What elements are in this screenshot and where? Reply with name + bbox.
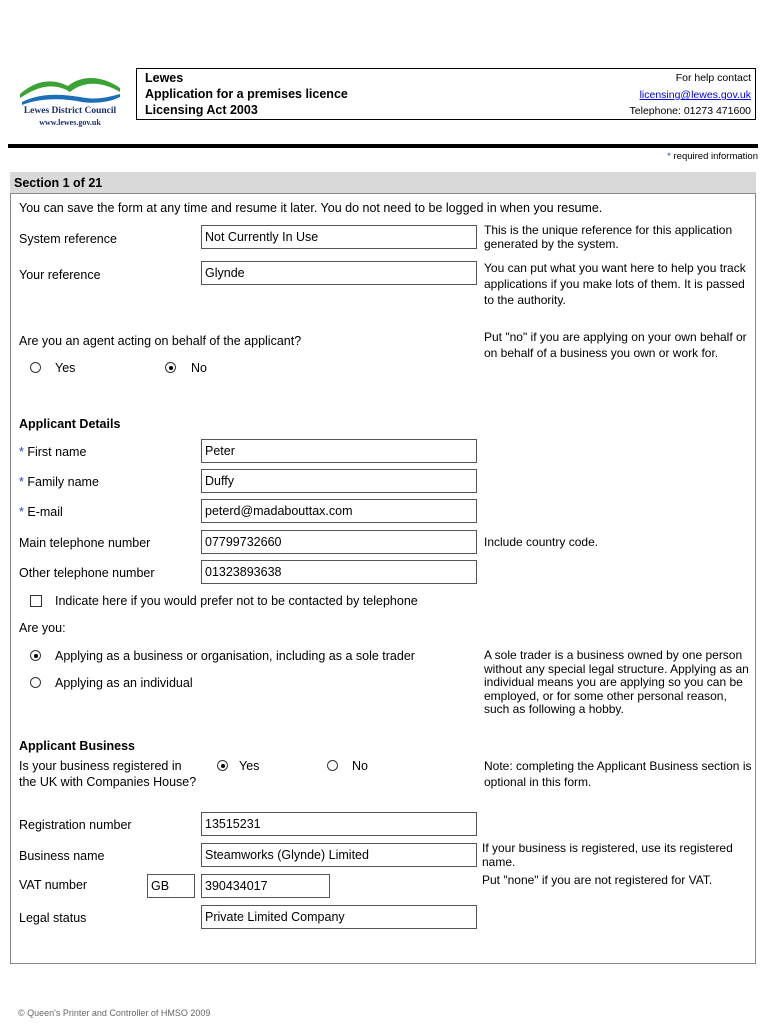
companies-house-no-radio[interactable]	[327, 760, 338, 771]
applicant-type-individual-radio[interactable]	[30, 677, 41, 688]
companies-house-question: Is your business registered in the UK with Companies House?	[19, 759, 197, 789]
applicant-type-help: A sole trader is a business owned by one person without any special legal structure. Applying as an individual means you are applying so you can be employed, or for some other personal reason, such as following a hobby.	[484, 648, 749, 716]
first-name-field[interactable]: Peter	[201, 439, 477, 463]
companies-house-yes-radio[interactable]	[217, 760, 228, 771]
required-marker: *	[19, 505, 24, 519]
companies-house-no-label: No	[352, 759, 368, 773]
main-telephone-field[interactable]: 07799732660	[201, 530, 477, 554]
your-reference-help: You can put what you want here to help you track applications if you make lots of them. It is passed to the authority.	[484, 261, 746, 307]
business-name-field[interactable]: Steamworks (Glynde) Limited	[201, 843, 477, 867]
legal-status-field[interactable]: Private Limited Company	[201, 905, 477, 929]
required-marker: *	[19, 475, 24, 489]
applicant-type-business-label: Applying as a business or organisation, including as a sole trader	[55, 649, 415, 663]
registration-number-label: Registration number	[19, 818, 132, 832]
system-reference-help: This is the unique reference for this application generated by the system.	[484, 223, 733, 251]
your-reference-field[interactable]: Glynde	[201, 261, 477, 285]
header-form-title: Application for a premises licence	[145, 87, 348, 101]
email-label-text: E-mail	[27, 505, 63, 519]
vat-number-label: VAT number	[19, 878, 88, 892]
companies-house-yes-label: Yes	[239, 759, 260, 773]
required-star: *	[667, 151, 671, 162]
family-name-label-text: Family name	[27, 475, 99, 489]
other-telephone-field[interactable]: 01323893638	[201, 560, 477, 584]
other-telephone-label: Other telephone number	[19, 566, 155, 580]
logo-url: www.lewes.gov.uk	[39, 118, 101, 127]
legal-status-label: Legal status	[19, 911, 87, 925]
vat-prefix-field[interactable]: GB	[147, 874, 195, 898]
required-marker: *	[19, 445, 24, 459]
main-telephone-help: Include country code.	[484, 535, 599, 549]
section-header	[10, 172, 756, 194]
applicant-business-heading: Applicant Business	[19, 739, 135, 753]
email-label	[19, 505, 63, 519]
header-divider	[8, 144, 758, 148]
system-reference-label: System reference	[19, 232, 117, 246]
required-info-note	[667, 151, 758, 162]
no-telephone-contact-checkbox[interactable]	[30, 595, 42, 607]
business-name-label: Business name	[19, 849, 105, 863]
first-name-label-text: First name	[27, 445, 87, 459]
business-name-help: If your business is registered, use its registered name.	[482, 841, 733, 869]
your-reference-label: Your reference	[19, 268, 101, 282]
agent-no-radio[interactable]	[165, 362, 176, 373]
hills-logo-icon	[16, 72, 124, 108]
agent-question-help: Put "no" if you are applying on your own behalf or on behalf of a business you own or work for.	[484, 330, 747, 360]
email-field[interactable]: peterd@madabouttax.com	[201, 499, 477, 523]
applicant-type-business-radio[interactable]	[30, 650, 41, 661]
vat-number-help: Put "none" if you are not registered for VAT.	[482, 873, 713, 887]
section-title: Section 1 of 21	[14, 176, 103, 190]
header-authority: Lewes	[145, 71, 184, 85]
agent-question-label: Are you an agent acting on behalf of the applicant?	[19, 334, 302, 348]
help-contact-label: For help contact	[675, 72, 751, 84]
logo-council-name: Lewes District Council	[23, 106, 117, 116]
registration-number-field[interactable]: 13515231	[201, 812, 477, 836]
council-logo	[16, 72, 124, 130]
family-name-field[interactable]: Duffy	[201, 469, 477, 493]
header-act: Licensing Act 2003	[145, 103, 258, 117]
applicant-details-heading: Applicant Details	[19, 417, 121, 431]
system-reference-field[interactable]: Not Currently In Use	[201, 225, 477, 249]
copyright-footer: © Queen's Printer and Controller of HMSO 2009	[18, 1008, 211, 1018]
agent-yes-radio[interactable]	[30, 362, 41, 373]
family-name-label	[19, 475, 99, 489]
agent-no-label: No	[191, 361, 207, 375]
main-telephone-label: Main telephone number	[19, 536, 151, 550]
section-intro: You can save the form at any time and resume it later. You do not need to be logged in when you resume.	[19, 201, 603, 215]
help-email-link[interactable]: licensing@lewes.gov.uk	[639, 89, 751, 101]
no-telephone-contact-label: Indicate here if you would prefer not to be contacted by telephone	[55, 594, 418, 608]
agent-yes-label: Yes	[55, 361, 76, 375]
are-you-label: Are you:	[19, 621, 66, 635]
required-info-text: required information	[673, 151, 758, 162]
applicant-business-note: Note: completing the Applicant Business section is optional in this form.	[484, 759, 752, 789]
form-header	[136, 68, 756, 120]
first-name-label	[19, 445, 86, 459]
help-telephone: Telephone: 01273 471600	[629, 105, 751, 117]
vat-number-field[interactable]: 390434017	[201, 874, 330, 898]
applicant-type-individual-label: Applying as an individual	[55, 676, 193, 690]
